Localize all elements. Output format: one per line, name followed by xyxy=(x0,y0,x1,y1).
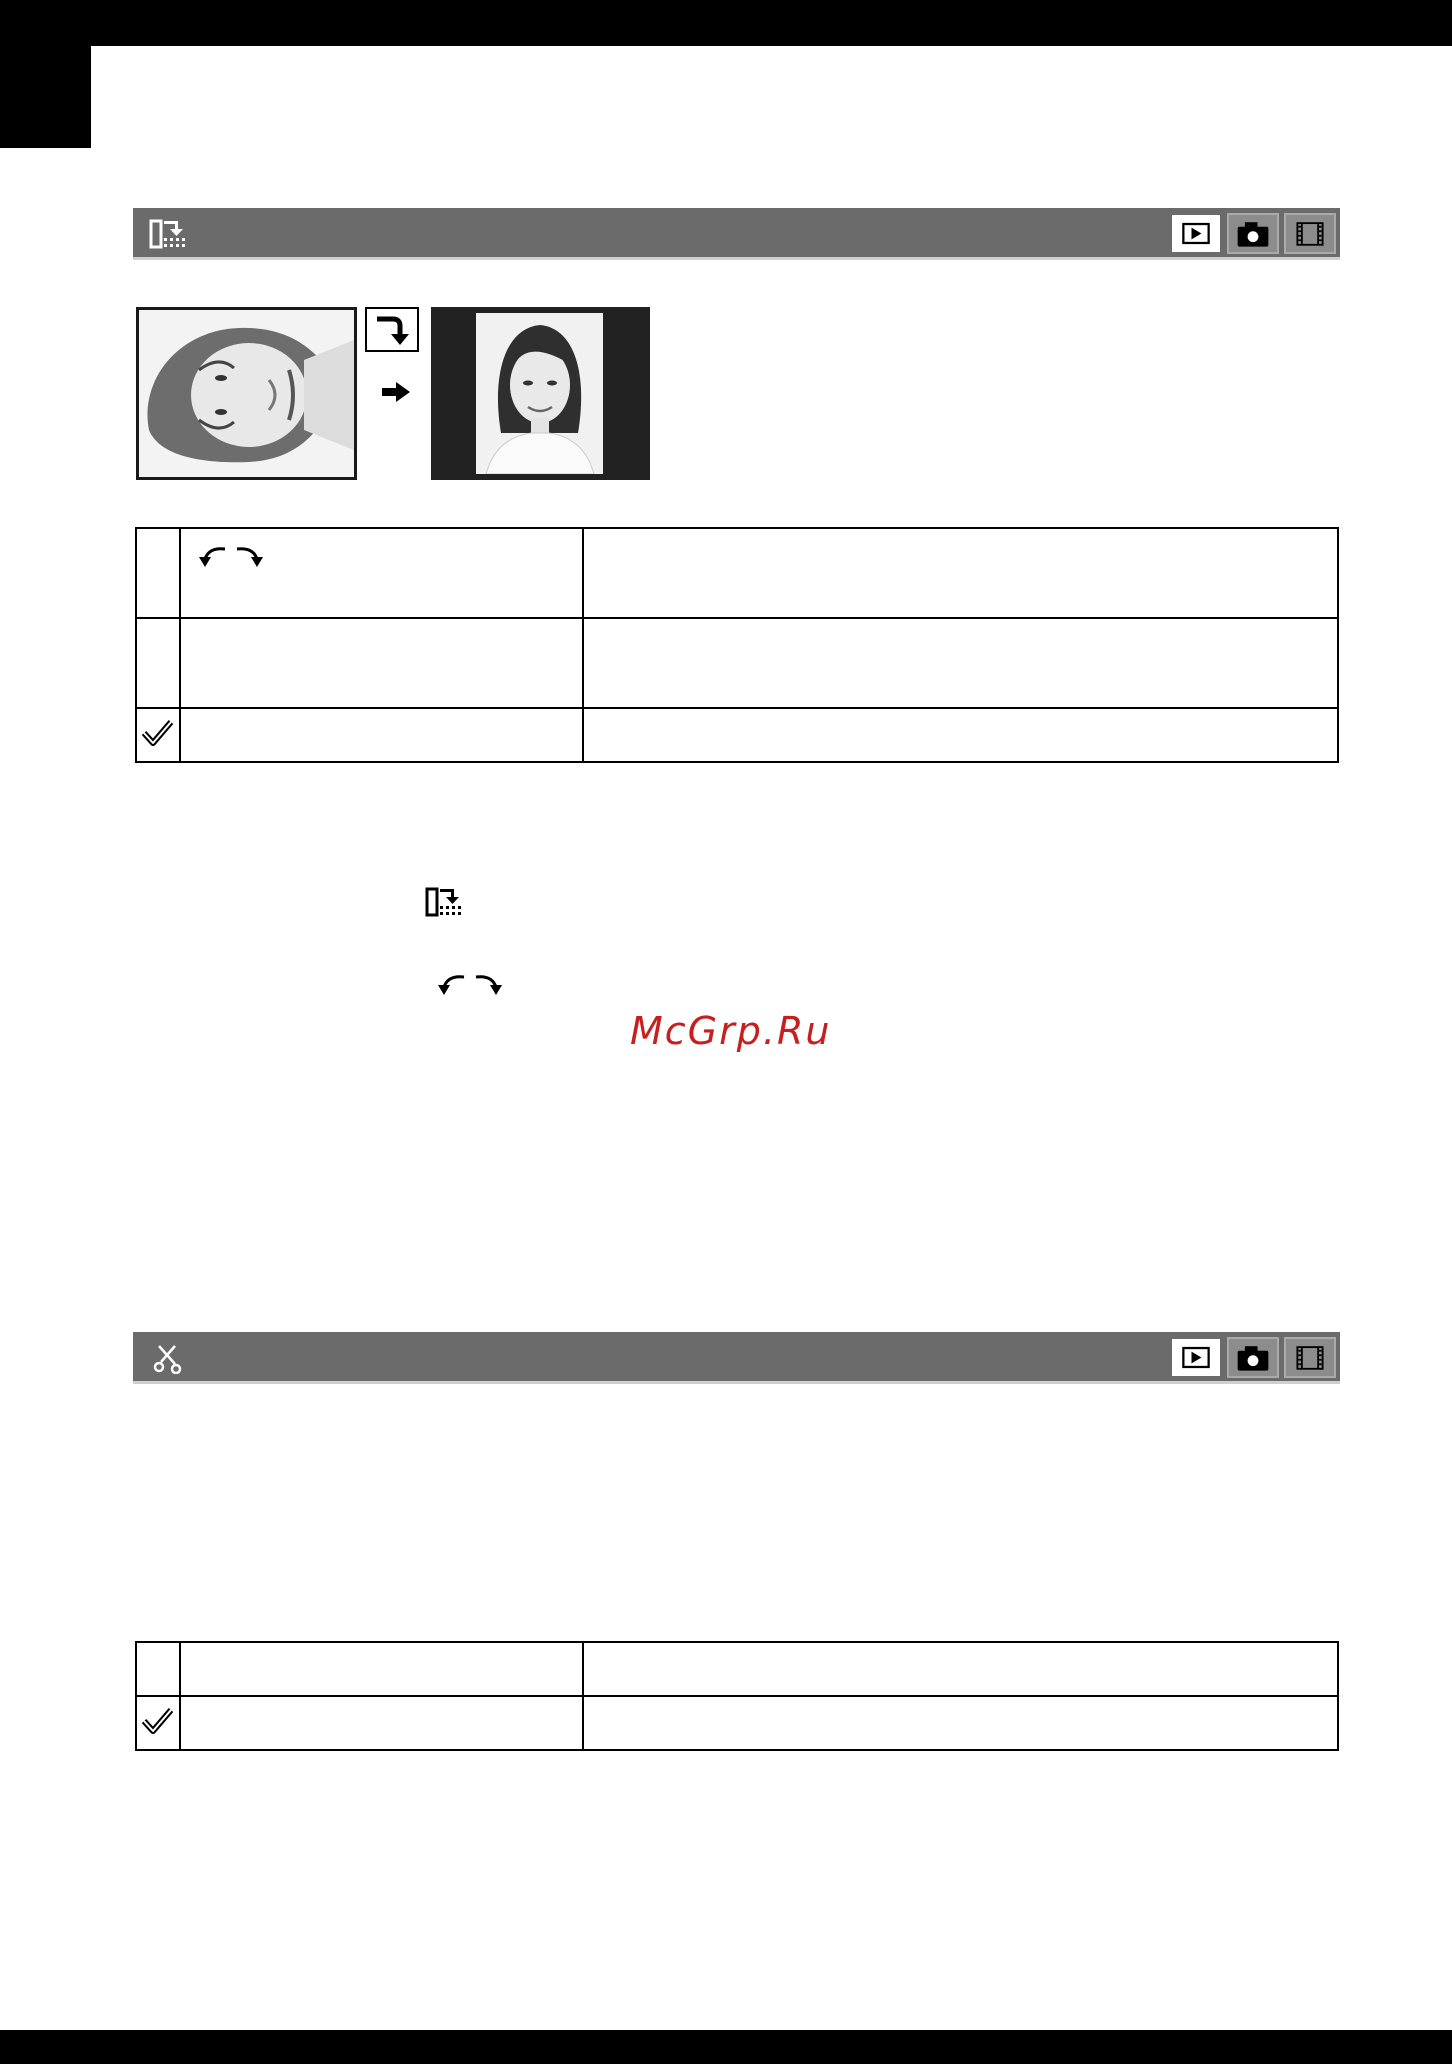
camera-mode-icon xyxy=(1227,213,1279,254)
rotate-left-right-icon xyxy=(436,971,504,999)
description-cell xyxy=(583,1642,1338,1696)
description-cell xyxy=(583,708,1338,762)
option-cell[interactable] xyxy=(180,708,583,762)
row-mark xyxy=(136,1696,180,1750)
description-cell xyxy=(583,1696,1338,1750)
row-mark xyxy=(136,708,180,762)
playback-mode-icon xyxy=(1170,213,1222,254)
row-mark xyxy=(136,528,180,618)
option-cell[interactable] xyxy=(180,618,583,708)
arrow-right-icon xyxy=(380,380,412,404)
rotate-clockwise-icon xyxy=(365,307,419,352)
check-icon xyxy=(141,1706,175,1736)
section-header-rotate xyxy=(133,208,1340,260)
movie-mode-icon xyxy=(1284,1337,1336,1378)
page-corner-tab xyxy=(0,46,91,148)
table-row xyxy=(136,708,1338,762)
option-cell[interactable] xyxy=(180,528,583,618)
row-mark xyxy=(136,1642,180,1696)
bottom-black-bar xyxy=(0,2030,1452,2064)
rotate-left-right-icon xyxy=(197,543,265,571)
scissors-icon xyxy=(149,1342,193,1374)
option-cell[interactable] xyxy=(180,1642,583,1696)
table-row xyxy=(136,1696,1338,1750)
description-cell xyxy=(583,618,1338,708)
description-cell xyxy=(583,528,1338,618)
rotate-image-icon xyxy=(149,218,193,250)
row-mark xyxy=(136,618,180,708)
portrait-upright-photo xyxy=(431,307,650,480)
movie-mode-icon xyxy=(1284,213,1336,254)
playback-mode-icon xyxy=(1170,1337,1222,1378)
table-row xyxy=(136,1642,1338,1696)
rotate-options-table xyxy=(135,527,1339,763)
trim-options-table xyxy=(135,1641,1339,1751)
camera-mode-icon xyxy=(1227,1337,1279,1378)
portrait-rotated-photo xyxy=(136,307,357,480)
check-icon xyxy=(141,718,175,748)
watermark-text: McGrp.Ru xyxy=(630,1009,832,1053)
top-black-bar xyxy=(0,0,1452,46)
rotate-image-icon xyxy=(425,886,469,918)
table-row xyxy=(136,528,1338,618)
option-cell[interactable] xyxy=(180,1696,583,1750)
section-header-trim xyxy=(133,1332,1340,1384)
table-row xyxy=(136,618,1338,708)
